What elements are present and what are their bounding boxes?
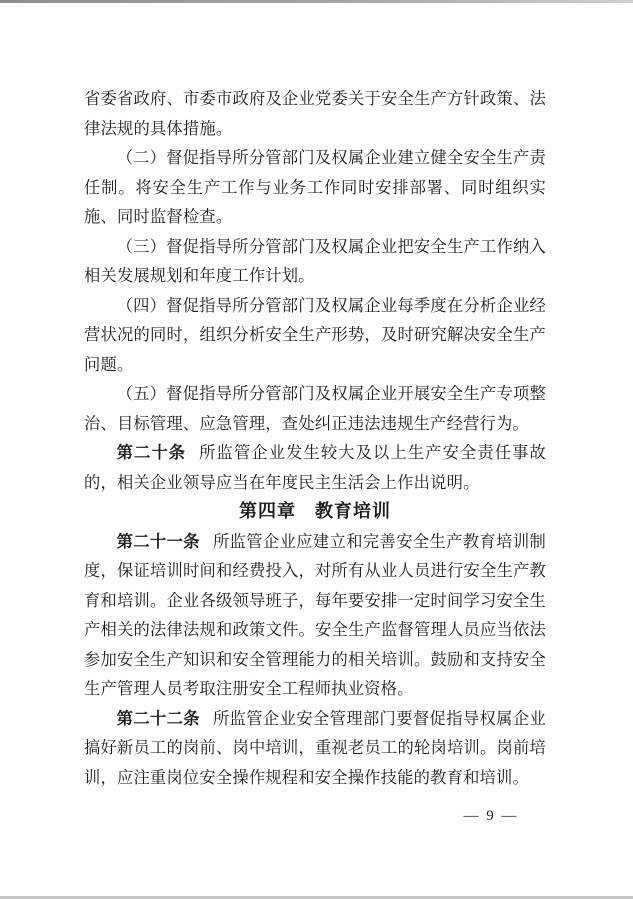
paragraph-text: 所监管企业安全管理部门要督促指导权属企业搞好新员工的岗前、岗中培训，重视老员工的轮岗培训。岗前培训，应注重岗位安全操作规程和安全操作技能的教育和培训。 [84, 708, 546, 787]
paragraph-text: （四）督促指导所分管部门及权属企业每季度在分析企业经营状况的同时，组织分析安全生产形势，及时研究解决安全生产问题。 [84, 295, 546, 374]
article-number: 第二十二条 [116, 708, 200, 728]
body-paragraph [84, 143, 546, 232]
article-number: 第二十条 [116, 443, 187, 462]
body-paragraph [84, 291, 546, 380]
chapter-heading [84, 497, 546, 527]
chapter-title-text: 第四章 教育培训 [239, 501, 391, 521]
paragraph-text: （三）督促指导所分管部门及权属企业把安全生产工作纳入相关发展规划和年度工作计划。 [84, 236, 546, 285]
paragraph-text: （五）督促指导所分管部门及权属企业开展安全生产专项整治、目标管理、应急管理，查处纠正违法违规生产经营行为。 [84, 384, 546, 433]
body-paragraph [84, 379, 546, 438]
paragraph-text: 所监管企业发生较大及以上生产安全责任事故的，相关企业领导应当在年度民主生活会上作出说明。 [84, 443, 546, 492]
body-paragraph [84, 84, 546, 143]
article-paragraph [84, 438, 546, 497]
body-paragraph [84, 232, 546, 291]
article-paragraph [84, 527, 546, 704]
article-paragraph [84, 704, 546, 793]
paragraph-text: 省委省政府、市委市政府及企业党委关于安全生产方针政策、法律法规的具体措施。 [84, 89, 546, 138]
scan-artifact-top [0, 0, 633, 3]
paragraph-text: 所监管企业应建立和完善安全生产教育培训制度，保证培训时间和经费投入，对所有从业人员进行安全生产教育和培训。企业各级领导班子，每年要安排一定时间学习安全生产相关的法律法规和政策文件。安全生产监督管理人员应当依法参加安全生产知识和安全管理能力的相关培训。鼓励和支持安全生产管理人员考取注册安全工程师执业资格。 [84, 531, 546, 698]
paragraph-text: （二）督促指导所分管部门及权属企业建立健全安全生产责任制。将安全生产工作与业务工作同时安排部署、同时组织实施、同时监督检查。 [84, 148, 546, 226]
page-number: — 9 — [463, 808, 519, 824]
document-body [84, 84, 546, 792]
article-number: 第二十一条 [116, 531, 200, 551]
